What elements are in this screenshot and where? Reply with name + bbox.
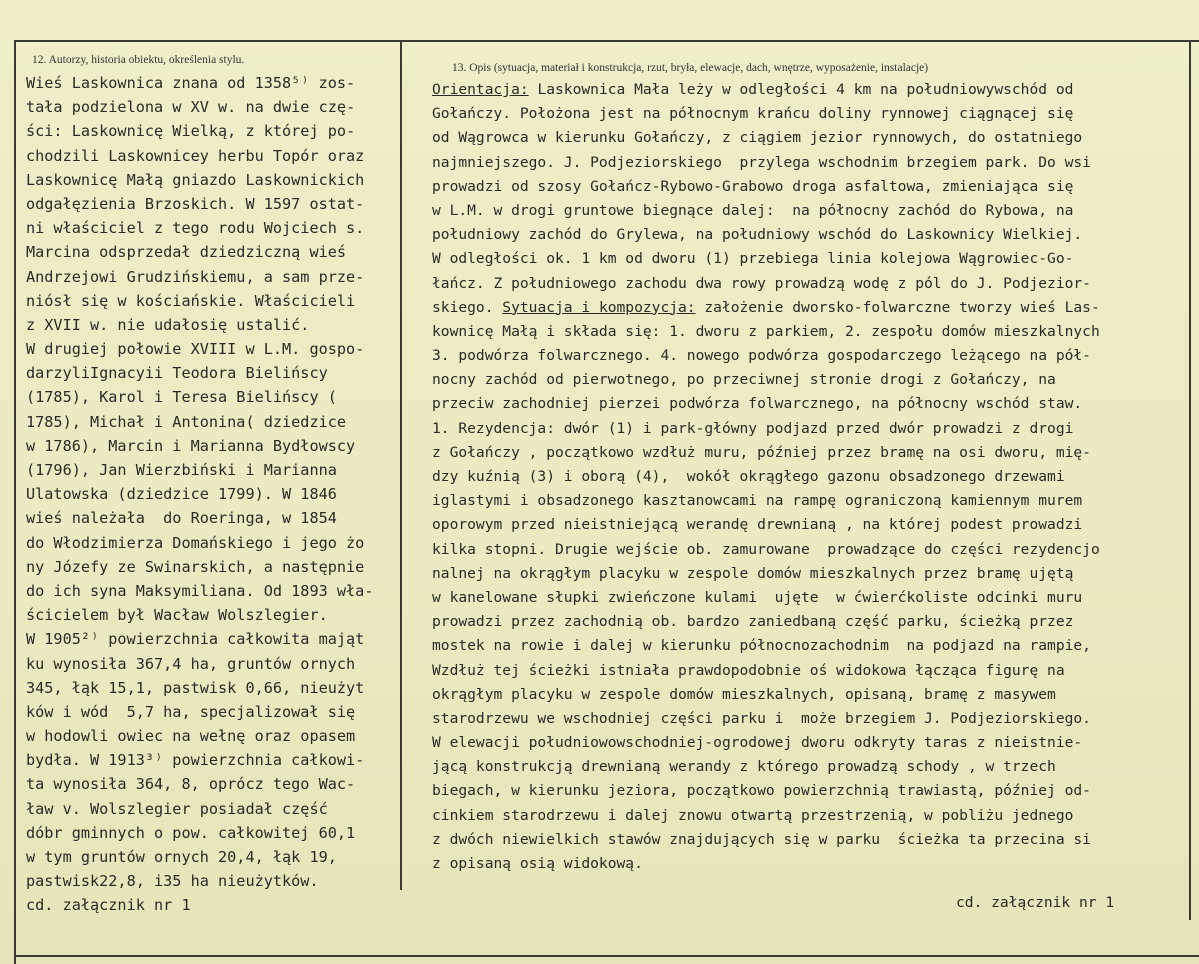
text-segment: z Gołańczy , początkowo wzdłuż muru, później przez bramę na osi dworu, mię- bbox=[432, 443, 1091, 461]
text-segment: przeciw zachodniej pierzei podwórza folwarcznego, na północny wschód staw. bbox=[432, 395, 1083, 413]
left-text-line: ków i wód 5,7 ha, specjalizował się bbox=[26, 702, 356, 721]
left-text-line: 345, łąk 15,1, pastwisk 0,66, nieużyt bbox=[26, 678, 365, 697]
text-segment: z dwóch niewielkich stawów znajdujących się w parku ścieżka ta przecina si bbox=[432, 830, 1091, 848]
right-text-line bbox=[432, 465, 1100, 489]
left-text-line: odgałęzienia Brzoskich. W 1597 ostat- bbox=[26, 194, 365, 213]
bottom-rule bbox=[14, 955, 1199, 957]
right-text-line bbox=[432, 441, 1100, 465]
left-text-line: W drugiej połowie XVIII w L.M. gospo- bbox=[26, 340, 365, 359]
left-text-line: W 1905²⁾ powierzchnia całkowita mająt bbox=[26, 630, 365, 649]
text-segment: nalnej na okrągłym placyku w zespole domów mieszkalnych przez bramę ujętą bbox=[432, 564, 1074, 582]
text-segment: jącą konstrukcją drewnianą werandy z którego prowadzą schody , w trzech bbox=[432, 758, 1056, 776]
right-continuation-note: cd. załącznik nr 1 bbox=[956, 894, 1115, 911]
left-text-line: tała podzielona w XV w. na dwie czę- bbox=[26, 98, 356, 117]
left-section-header: 12. Autorzy, historia obiektu, określenia stylu. bbox=[32, 54, 245, 66]
right-text-line bbox=[432, 78, 1100, 102]
right-text-line bbox=[432, 272, 1100, 296]
text-segment: 1. Rezydencja: dwór (1) i park-główny podjazd przed dwór prowadzi z drogi bbox=[432, 419, 1074, 437]
text-segment: prowadzi przez zachodnią ob. bardzo zaniedbaną część parku, ścieżką przez bbox=[432, 613, 1074, 631]
right-text-line bbox=[432, 562, 1100, 586]
right-text-line bbox=[432, 368, 1100, 392]
text-segment: prowadzi od szosy Gołańcz-Rybowo-Grabowo droga asfaltowa, zmieniająca się bbox=[432, 177, 1074, 195]
left-text-line: Andrzejowi Grudzińskiemu, a sam prze- bbox=[26, 267, 365, 286]
right-text-line bbox=[432, 634, 1100, 658]
left-text-line: Wieś Laskownica znana od 1358⁵⁾ zos- bbox=[26, 74, 356, 92]
text-segment: południowy zachód do Grylewa, na południowy wschód do Laskownicy Wielkiej. bbox=[432, 226, 1083, 244]
right-border bbox=[1189, 40, 1191, 920]
text-segment: iglastymi i obsadzonego kasztanowcami na rampę ograniczoną kamiennym murem bbox=[432, 492, 1083, 510]
text-segment: oporowym przed nieistniejącą werandę drewnianą , na której podest prowadzi bbox=[432, 516, 1083, 534]
right-text-line bbox=[432, 489, 1100, 513]
text-segment: biegach, w kierunku jeziora, początkowo powierzchnią trawiastą, później od- bbox=[432, 782, 1091, 800]
left-text-line: do ich syna Maksymiliana. Od 1893 wła- bbox=[26, 581, 374, 600]
left-text-line: w 1786), Marcin i Marianna Bydłowscy bbox=[26, 436, 356, 455]
right-text-line bbox=[432, 175, 1100, 199]
right-text-line bbox=[432, 247, 1100, 271]
text-segment: W elewacji południowowschodniej-ogrodowej dworu odkryty taras z nieistnie- bbox=[432, 734, 1083, 752]
heading-label: Orientacja: bbox=[432, 81, 529, 98]
left-text-line: ścicielem był Wacław Wolszlegier. bbox=[26, 606, 328, 625]
right-text-line bbox=[432, 296, 1100, 320]
right-text-line bbox=[432, 755, 1100, 779]
right-text-line bbox=[432, 828, 1100, 852]
right-text-line bbox=[432, 852, 1100, 876]
right-text-line bbox=[432, 683, 1100, 707]
left-text-line: pastwisk22,8, i35 ha nieużytków. bbox=[26, 872, 319, 891]
left-text-line: ści: Laskownicę Wielką, z której po- bbox=[26, 122, 356, 141]
text-segment: mostek na rowie i dalej w kierunku północnozachodnim na podjazd na rampie, bbox=[432, 637, 1091, 655]
right-text-line bbox=[432, 538, 1100, 562]
text-segment: skiego. bbox=[432, 298, 503, 316]
text-segment: Laskownica Mała leży w odległości 4 km na południowywschód od bbox=[528, 81, 1074, 98]
text-segment: starodrzewu we wschodniej części parku i może brzegiem J. Podjeziorskiego. bbox=[432, 709, 1091, 727]
right-text-line bbox=[432, 731, 1100, 755]
right-text-line bbox=[432, 513, 1100, 537]
left-text-line: (1796), Jan Wierzbiński i Marianna bbox=[26, 461, 337, 479]
text-segment: Gołańczy. Położona jest na północnym krańcu doliny rynnowej ciągnącej się bbox=[432, 105, 1074, 123]
text-segment: okrągłym placyku w zespole domów mieszkalnych, opisaną, bramę z masywem bbox=[432, 685, 1056, 703]
left-text-line: ław v. Wolszlegier posiadał część bbox=[26, 799, 328, 818]
left-text-line: Marcina odsprzedał dziedziczną wieś bbox=[26, 243, 347, 262]
left-text-line: niósł się w kościańskie. Właścicieli bbox=[26, 291, 356, 310]
left-text-line: z XVII w. nie udałosię ustalić. bbox=[26, 315, 310, 334]
text-segment: od Wągrowca w kierunku Gołańczy, z ciągiem jezior rynnowych, do ostatniego bbox=[432, 129, 1083, 147]
text-segment: dzy kuźnią (3) i oborą (4), wokół okrągłego gazonu obsadzonego drzewami bbox=[432, 468, 1065, 485]
left-text-line: ny Józefy ze Swinarskich, a następnie bbox=[26, 557, 365, 576]
left-text-line: ku wynosiła 367,4 ha, gruntów ornych bbox=[26, 654, 356, 673]
right-text-line bbox=[432, 199, 1100, 223]
left-text-line: wieś należała do Roeringa, w 1854 bbox=[26, 509, 337, 528]
left-text-line: do Włodzimierza Domańskiego i jego żo bbox=[26, 533, 365, 552]
text-segment: kownicę Małą i składa się: 1. dworu z parkiem, 2. zespołu domów mieszkalnych bbox=[432, 322, 1100, 340]
text-segment: cinkiem starodrzewu i dalej znowu otwartą przestrzenią, w pobliżu jednego bbox=[432, 806, 1074, 824]
right-text-line bbox=[432, 102, 1100, 126]
left-text-line: cd. załącznik nr 1 bbox=[26, 896, 191, 915]
right-text-line bbox=[432, 223, 1100, 247]
left-text-line: (1785), Karol i Teresa Bielińscy ( bbox=[26, 388, 337, 407]
text-segment: kilka stopni. Drugie wejście ob. zamurowane prowadzące do części rezydencjo bbox=[432, 540, 1100, 558]
left-text-line: 1785), Michał i Antonina( dziedzice bbox=[26, 412, 347, 431]
left-text-line: ta wynosiła 364, 8, oprócz tego Wac- bbox=[26, 775, 356, 794]
right-text-line bbox=[432, 417, 1100, 441]
right-text-line bbox=[432, 151, 1100, 175]
right-text-line bbox=[432, 392, 1100, 416]
right-text-line bbox=[432, 126, 1100, 150]
text-segment: łańcz. Z południowego zachodu dwa rowy prowadzą wodę z pól do J. Podjezior- bbox=[432, 274, 1091, 292]
text-segment: w kanelowane słupki zwieńczone kulami ujęte w ćwierćkoliste odcinki muru bbox=[432, 588, 1083, 606]
right-text-line bbox=[432, 610, 1100, 634]
left-border bbox=[14, 40, 16, 964]
text-segment: najmniejszego. J. Podjeziorskiego przylega wschodnim brzegiem park. Do wsi bbox=[432, 153, 1091, 171]
right-section-header: 13. Opis (sytuacja, materiał i konstrukcja, rzut, bryła, elewacje, dach, wnętrze, wyposażenie, instalacje) bbox=[452, 62, 929, 74]
left-text-line: Ulatowska (dziedzice 1799). W 1846 bbox=[26, 485, 337, 504]
right-text-line bbox=[432, 344, 1100, 368]
left-text-line: dóbr gminnych o pow. całkowitej 60,1 bbox=[26, 823, 356, 842]
column-divider bbox=[400, 40, 402, 890]
left-text-line: Laskownicę Małą gniazdo Laskownickich bbox=[26, 170, 365, 189]
left-text-line: w tym gruntów ornych 20,4, łąk 19, bbox=[26, 848, 337, 866]
text-segment: założenie dworsko-folwarczne tworzy wieś Las- bbox=[695, 298, 1100, 316]
text-segment: W odległości ok. 1 km od dworu (1) przebiega linia kolejowa Wągrowiec-Go- bbox=[432, 250, 1074, 268]
heading-label: Sytuacja i kompozycja: bbox=[502, 298, 696, 316]
text-segment: 3. podwórza folwarcznego. 4. nowego podwórza gospodarczego leżącego na pół- bbox=[432, 347, 1091, 365]
text-segment: Wzdłuż tej ścieżki istniała prawdopodobnie oś widokowa łącząca figurę na bbox=[432, 661, 1065, 679]
right-text-line bbox=[432, 707, 1100, 731]
text-segment: nocny zachód od pierwotnego, po przeciwnej stronie drogi z Gołańczy, na bbox=[432, 371, 1056, 389]
right-text-line bbox=[432, 659, 1100, 683]
right-text-line bbox=[432, 320, 1100, 344]
left-text-line: bydła. W 1913³⁾ powierzchnia całkowi- bbox=[26, 751, 365, 770]
right-text-line bbox=[432, 779, 1100, 803]
right-text-line bbox=[432, 586, 1100, 610]
text-segment: w L.M. w drogi gruntowe biegnące dalej: na północny zachód do Rybowa, na bbox=[432, 201, 1074, 219]
top-rule bbox=[14, 40, 1199, 42]
left-text-line: ni właściciel z tego rodu Wojciech s. bbox=[26, 219, 365, 238]
left-text-line: darzyliIgnacyii Teodora Bielińscy bbox=[26, 364, 328, 383]
right-column-text bbox=[432, 78, 1100, 876]
right-text-line bbox=[432, 804, 1100, 828]
left-text-line: w hodowli owiec na wełnę oraz opasem bbox=[26, 727, 356, 746]
left-text-line: chodzili Laskownicey herbu Topór oraz bbox=[26, 146, 365, 165]
text-segment: z opisaną osią widokową. bbox=[432, 855, 643, 872]
left-column-text bbox=[26, 71, 373, 918]
